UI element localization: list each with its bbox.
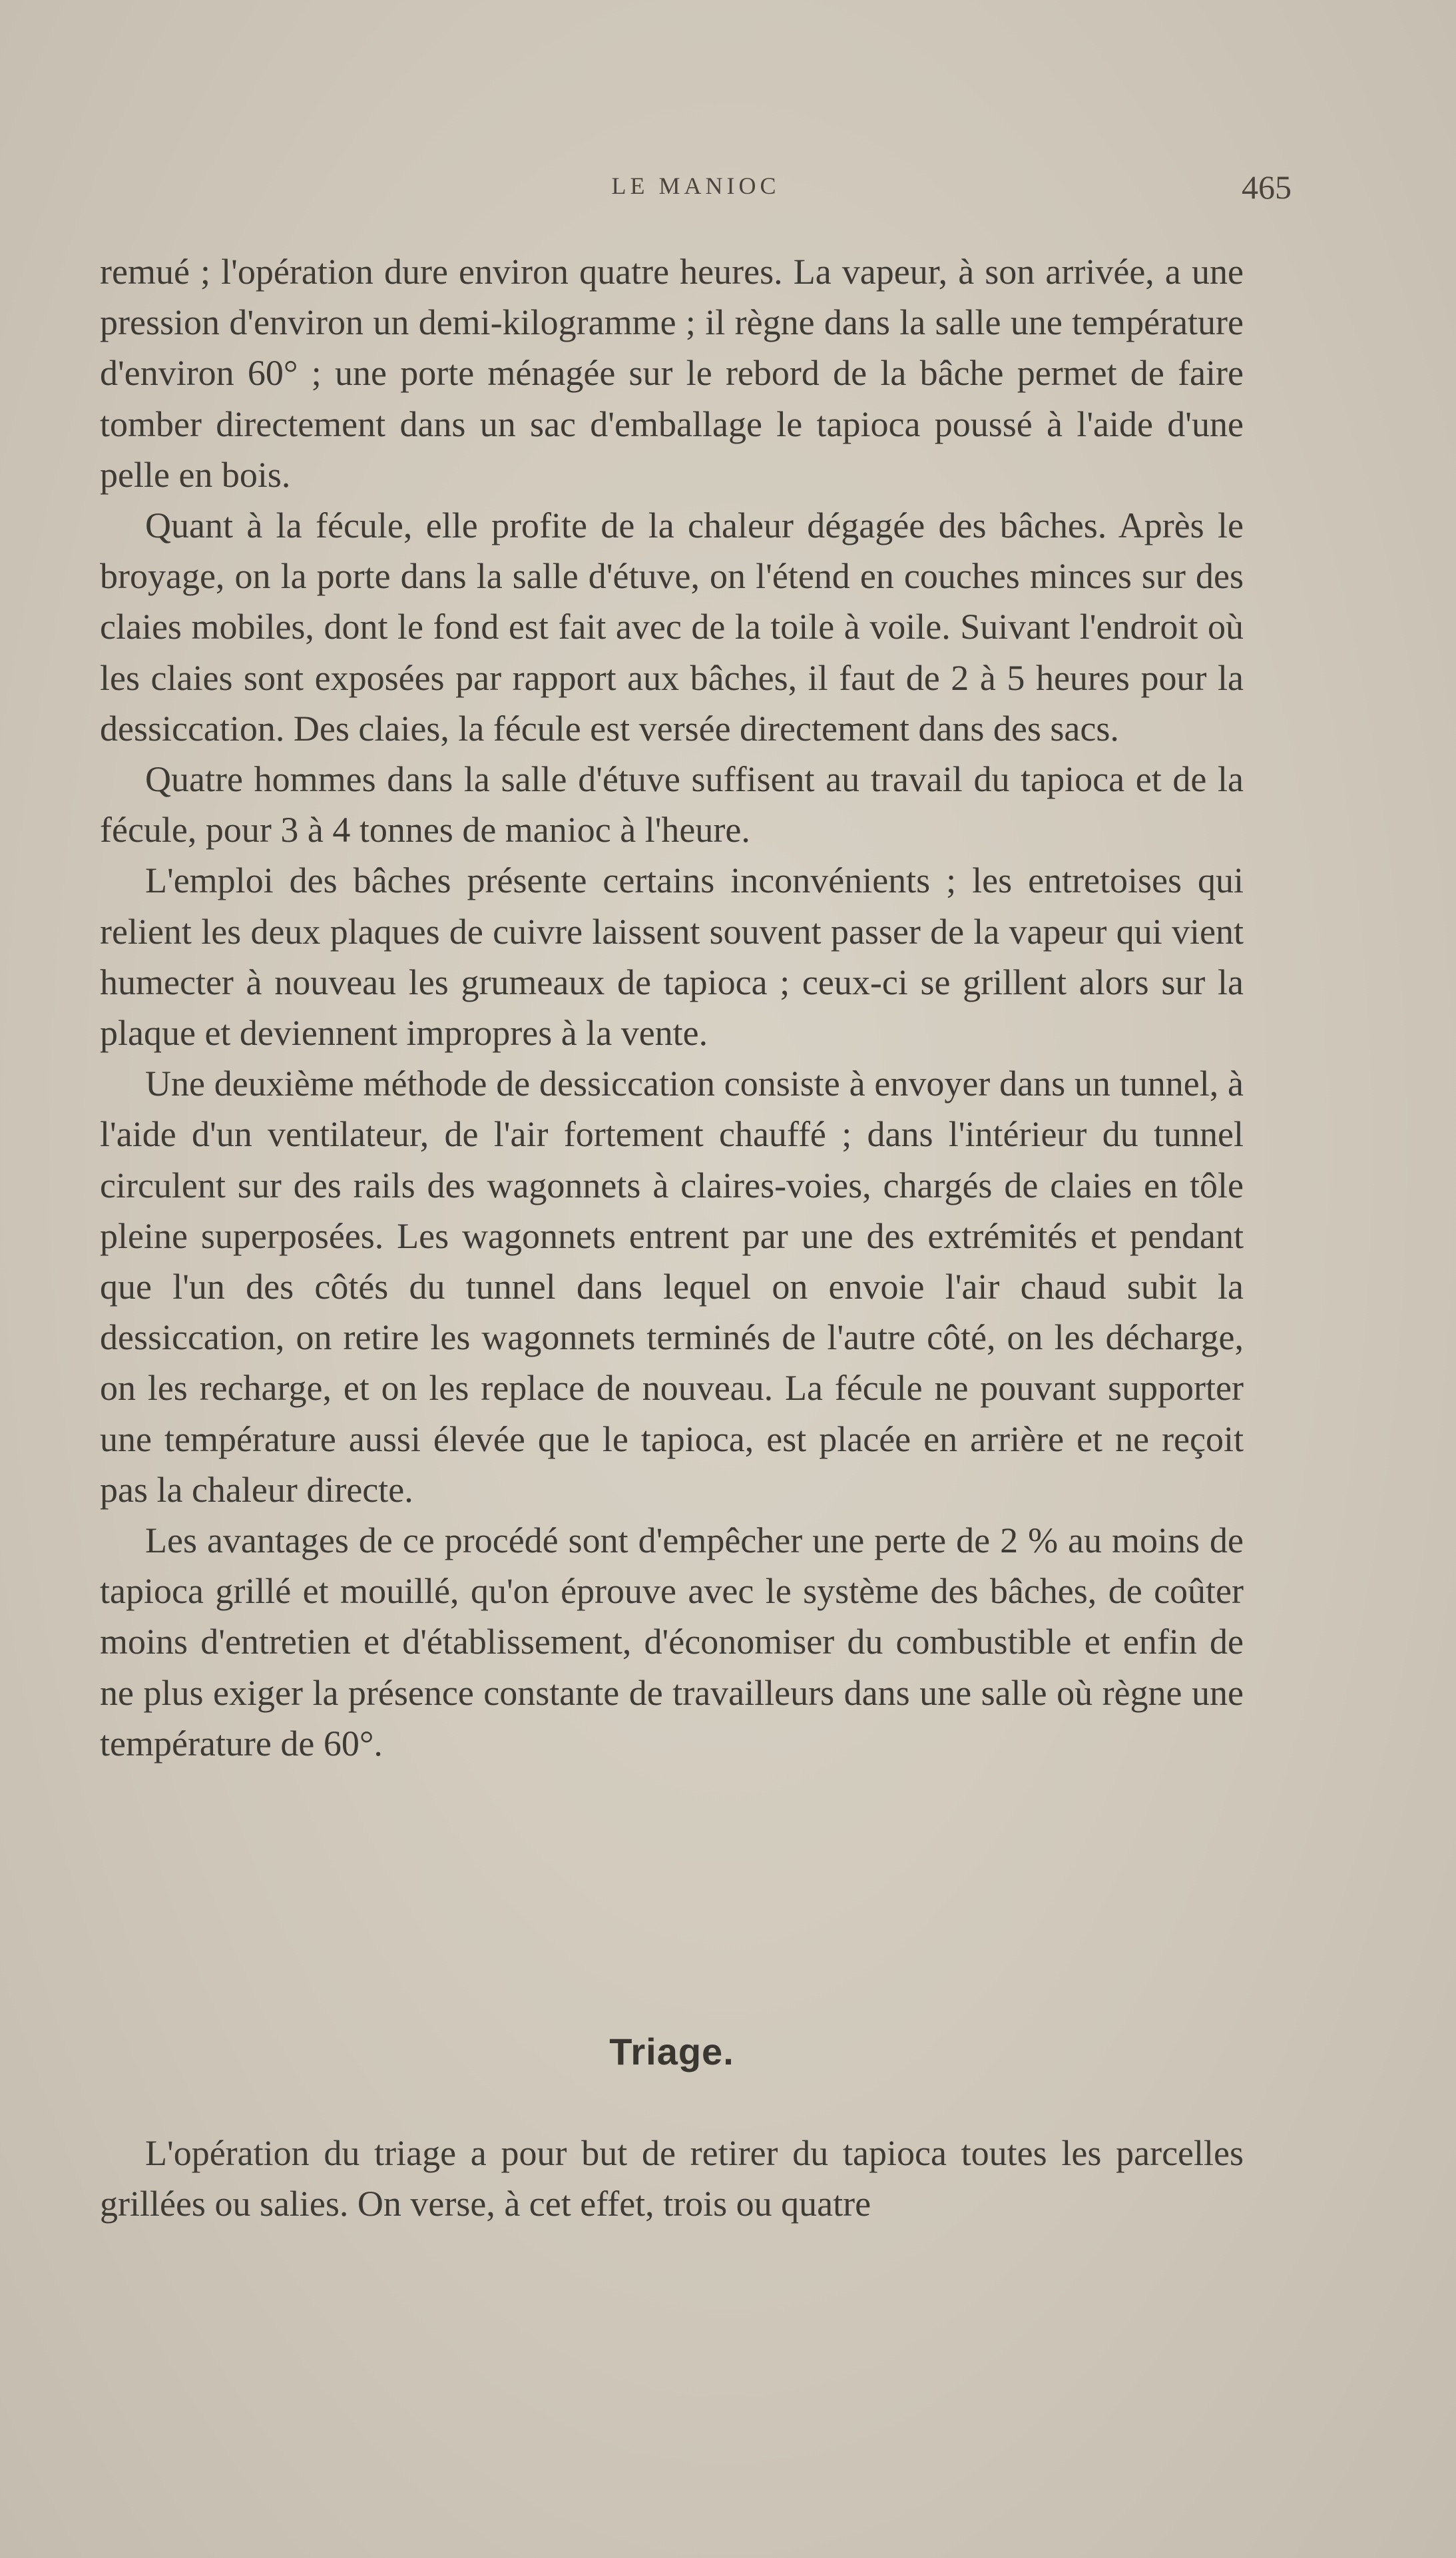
section-body-text [100, 2128, 1244, 2229]
running-title: LE MANIOC [611, 172, 780, 199]
paragraph: L'opération du triage a pour but de retirer du tapioca toutes les parcelles grillées ou salies. On verse, à cet effet, trois ou quatre [100, 2133, 1244, 2224]
section-heading: Triage. [609, 2031, 734, 2073]
paragraph: L'emploi des bâches présente certains inconvénients ; les entretoises qui relient les deux plaques de cuivre laissent souvent passer de la vapeur qui vient humecter à nouveau les grumeaux de tapioca ; ceux-ci se grillent alors sur la plaque et deviennent impropres à la vente. [100, 860, 1244, 1054]
paragraph: Quant à la fécule, elle profite de la chaleur dégagée des bâches. Après le broyage, on la porte dans la salle d'étuve, on l'étend en couches minces sur des claies mobiles, dont le fond est fait avec de la toile à voile. Suivant l'endroit où les claies sont exposées par rapport aux bâches, il faut de 2 à 5 heures pour la dessiccation. Des claies, la fécule est versée directement dans des sacs. [100, 505, 1244, 749]
page-number: 465 [1242, 168, 1292, 206]
page-header [100, 168, 1292, 212]
body-text [100, 246, 1244, 1769]
paragraph: remué ; l'opération dure environ quatre heures. La vapeur, à son arrivée, a une pression d'environ un demi-kilogramme ; il règne dans la salle une température d'environ 60° ; une porte ménagée sur le rebord de la bâche permet de faire tomber directement dans un sac d'emballage le tapioca poussé à l'aide d'une pelle en bois. [100, 252, 1244, 495]
paragraph: Quatre hommes dans la salle d'étuve suffisent au travail du tapioca et de la fécule, pour 3 à 4 tonnes de manioc à l'heure. [100, 759, 1244, 850]
paragraph: Une deuxième méthode de dessiccation consiste à envoyer dans un tunnel, à l'aide d'un ventilateur, de l'air fortement chauffé ; dans l'intérieur du tunnel circulent sur des rails des wagonnets à claires-voies, chargés de claies en tôle pleine superposées. Les wagonnets entrent par une des extrémités et pendant que l'un des côtés du tunnel dans lequel on envoie l'air chaud subit la dessiccation, on retire les wagonnets terminés de l'autre côté, on les décharge, on les recharge, et on les replace de nouveau. La fécule ne pouvant supporter une température aussi élevée que le tapioca, est placée en arrière et ne reçoit pas la chaleur directe. [100, 1064, 1244, 1510]
paragraph: Les avantages de ce procédé sont d'empêcher une perte de 2 % au moins de tapioca grillé et mouillé, qu'on éprouve avec le système des bâches, de coûter moins d'entretien et d'établissement, d'économiser du combustible et enfin de ne plus exiger la présence constante de travailleurs dans une salle où règne une température de 60°. [100, 1520, 1244, 1763]
